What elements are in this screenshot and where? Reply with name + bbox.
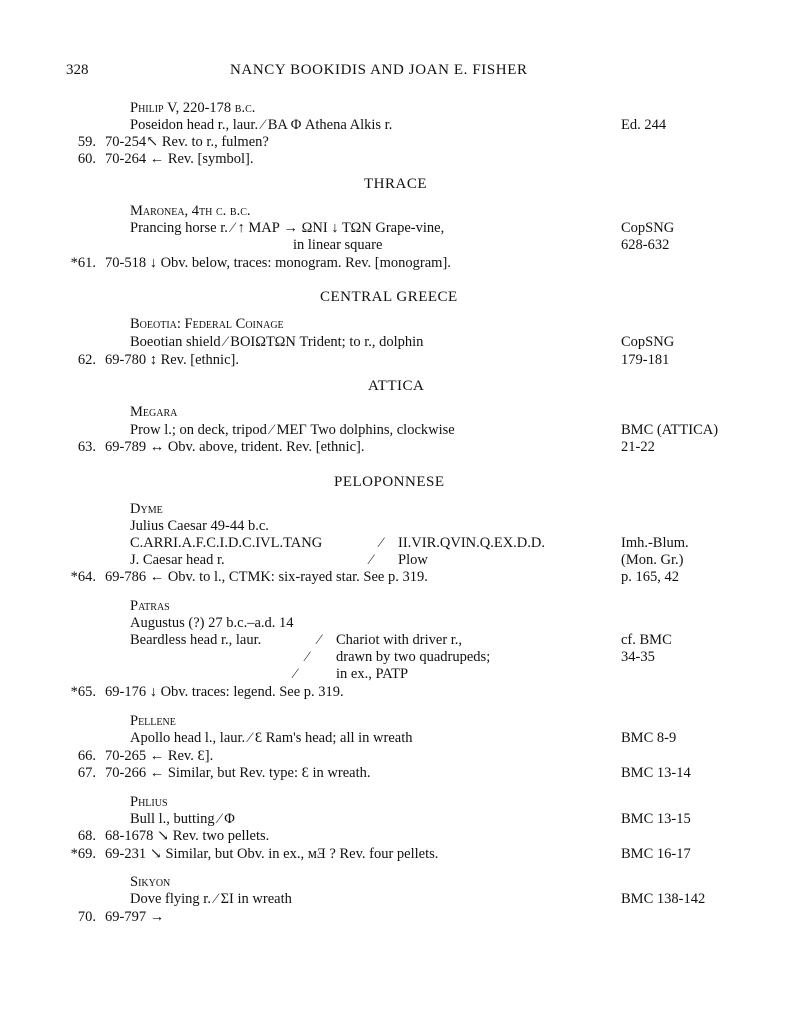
entry-text-66: 70-265 ← Rev. Ɛ].: [105, 748, 214, 764]
sikyon-reference: BMC 138-142: [621, 891, 706, 907]
entry-text-63: 69-789 ↔ Obv. above, trident. Rev. [ethnic].: [105, 439, 365, 455]
patras-reverse-line-2: drawn by two quadrupeds;: [336, 649, 491, 665]
entry-number-60: 60.: [77, 151, 96, 167]
dyme-obverse-legend: C.ARRI.A.F.C.I.D.C.IVL.TANG: [130, 535, 323, 551]
sikyon-heading: Sikyon: [130, 874, 171, 890]
entry-number-62: 62.: [77, 352, 96, 368]
entry-text-61: 70-518 ↓ Obv. below, traces: monogram. Rev. [monogram].: [105, 255, 451, 271]
dyme-heading: Dyme: [130, 501, 163, 517]
megara-reference-pages: 21-22: [621, 439, 655, 455]
patras-reverse-line-3: in ex., ΡΑΤΡ: [336, 666, 409, 682]
entry-number-70: 70.: [77, 909, 96, 925]
entry-reference-67: BMC 13-14: [621, 765, 691, 781]
dyme-reverse-legend: II.VIR.QVIN.Q.EX.D.D.: [398, 535, 545, 551]
maronea-heading: Maronea, 4th c. b.c.: [130, 203, 251, 219]
boeotia-description: Boeotian shield ⁄ ΒΟΙΩΤΩΝ Trident; to r., dolphin: [130, 334, 424, 350]
pellene-heading: Pellene: [130, 713, 176, 729]
patras-reverse-line-1: Chariot with driver r.,: [336, 632, 463, 648]
phlius-heading: Phlius: [130, 794, 168, 810]
entry-number-64: *64.: [70, 569, 96, 585]
boeotia-heading: Boeotia: Federal Coinage: [130, 316, 284, 332]
patras-reference-pages: 34-35: [621, 649, 655, 665]
section-heading-peloponnese: PELOPONNESE: [334, 474, 445, 490]
philip-reference: Ed. 244: [621, 117, 667, 133]
entry-text-60: 70-264 ← Rev. [symbol].: [105, 151, 254, 167]
maronea-description: Prancing horse r. ⁄ ↑ ΜΑΡ → ΩΝΙ ↓ ΤΩΝ Grape-vine,: [130, 220, 445, 236]
maronea-reference: CopSNG: [621, 220, 675, 236]
section-heading-central-greece: CENTRAL GREECE: [320, 289, 458, 305]
dyme-reference-series: (Mon. Gr.): [621, 552, 684, 568]
dyme-divider-slash-2: ⁄: [370, 552, 373, 568]
entry-text-64: 69-786 ← Obv. to l., CTMK: six-rayed star. See p. 319.: [105, 569, 428, 585]
entry-text-70: 69-797 →: [105, 909, 165, 925]
dyme-reference-pages: p. 165, 42: [621, 569, 679, 585]
patras-ruler: Augustus (?) 27 b.c.–a.d. 14: [130, 615, 294, 631]
entry-number-65: *65.: [70, 684, 96, 700]
entry-text-69: 69-231 ↘ Similar, but Obv. in ex., ᴍƎ ? Rev. four pellets.: [105, 846, 439, 862]
philip-heading: Philip V, 220-178 b.c.: [130, 100, 256, 116]
entry-number-69: *69.: [70, 846, 96, 862]
running-head: NANCY BOOKIDIS AND JOAN E. FISHER: [230, 62, 528, 78]
phlius-description: Bull l., butting ⁄ Φ: [130, 811, 235, 827]
pellene-description: Apollo head l., laur. ⁄ Ɛ Ram's head; all in wreath: [130, 730, 413, 746]
pellene-reference: BMC 8-9: [621, 730, 677, 746]
entry-text-62: 69-780 ↕ Rev. [ethnic].: [105, 352, 239, 368]
dyme-reference: Imh.-Blum.: [621, 535, 689, 551]
maronea-reference-pages: 628-632: [621, 237, 670, 253]
patras-heading: Patras: [130, 598, 170, 614]
section-heading-thrace: THRACE: [364, 176, 427, 192]
section-heading-attica: ATTICA: [368, 378, 425, 394]
patras-obverse: Beardless head r., laur.: [130, 632, 262, 648]
megara-description: Prow l.; on deck, tripod ⁄ ΜΕΓ Two dolphins, clockwise: [130, 422, 455, 438]
megara-reference: BMC (ATTICA): [621, 422, 719, 438]
entry-text-67: 70-266 ← Similar, but Rev. type: Ɛ in wreath.: [105, 765, 371, 781]
entry-number-68: 68.: [77, 828, 96, 844]
patras-divider-slash: ⁄: [318, 632, 321, 648]
entry-number-61: *61.: [70, 255, 96, 271]
entry-text-68: 68-1678 ↘ Rev. two pellets.: [105, 828, 270, 844]
megara-heading: Megara: [130, 404, 178, 420]
entry-number-66: 66.: [77, 748, 96, 764]
patras-divider-slash-3: ⁄: [294, 666, 297, 682]
page-number: 328: [66, 62, 89, 78]
dyme-obverse-type: J. Caesar head r.: [130, 552, 225, 568]
sikyon-description: Dove flying r. ⁄ ΣΙ in wreath: [130, 891, 292, 907]
boeotia-reference: CopSNG: [621, 334, 675, 350]
entry-number-67: 67.: [77, 765, 96, 781]
phlius-reference: BMC 13-15: [621, 811, 691, 827]
entry-reference-69: BMC 16-17: [621, 846, 691, 862]
entry-text-65: 69-176 ↓ Obv. traces: legend. See p. 319.: [105, 684, 344, 700]
philip-description: Poseidon head r., laur. ⁄ ΒΑ Φ Athena Alkis r.: [130, 117, 393, 133]
boeotia-reference-pages: 179-181: [621, 352, 670, 368]
patras-divider-slash-2: ⁄: [306, 649, 309, 665]
entry-number-63: 63.: [77, 439, 96, 455]
dyme-ruler: Julius Caesar 49-44 b.c.: [130, 518, 269, 534]
dyme-divider-slash: ⁄: [380, 535, 383, 551]
maronea-description-cont: in linear square: [293, 237, 383, 253]
entry-text-59: 70-254↖ Rev. to r., fulmen?: [105, 134, 269, 150]
patras-reference: cf. BMC: [621, 632, 672, 648]
dyme-reverse-type: Plow: [398, 552, 428, 568]
entry-number-59: 59.: [77, 134, 96, 150]
